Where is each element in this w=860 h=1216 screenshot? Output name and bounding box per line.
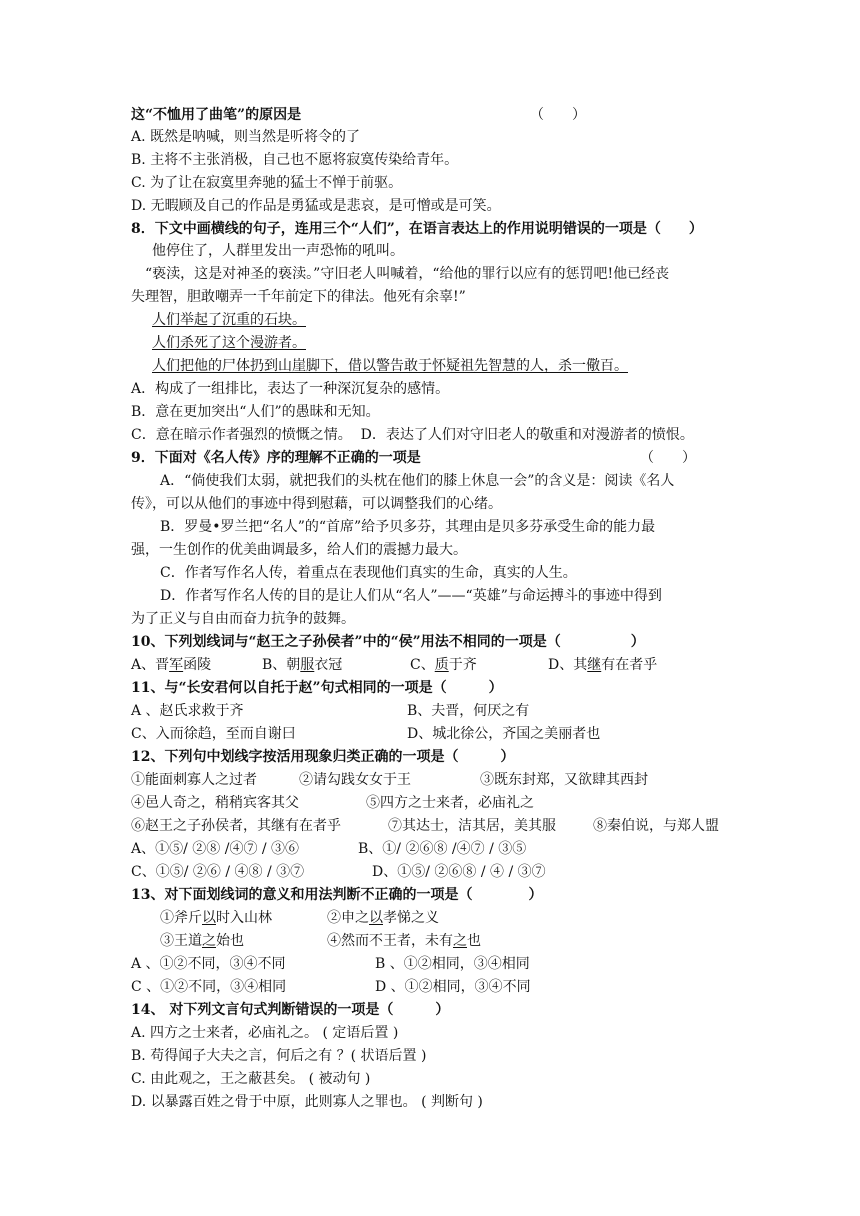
q12-sentence-1: ①能面刺寡人之过者 xyxy=(131,772,257,788)
q9-option-a-line-2: 传》，可以从他们的事迹中得到慰藉，可以调整我们的心绪。 xyxy=(131,496,502,512)
q12-sentence-4: ④邑人奇之，稍稍宾客其父 xyxy=(131,795,299,811)
q8-option-cd: C．意在暗示作者强烈的愤慨之情。 D．表达了人们对守旧老人的敬重和对漫游者的愤恨。 xyxy=(131,427,694,443)
q13-sentence-1: ①斧斤以时入山林 xyxy=(160,910,272,926)
q7-answer-paren: （ ） xyxy=(530,107,586,123)
q8-passage-line-3: 失理智，胆敢嘲弄一千年前定下的律法。他死有余辜!” xyxy=(131,289,466,305)
q10-stem: 10、下列划线词与“赵王之子孙侯者”中的“侯”用法不相同的一项是（ ） xyxy=(131,634,645,650)
q11-stem: 11、与“长安君何以自托于赵”句式相同的一项是（ ） xyxy=(131,680,503,696)
q9-stem: 9．下面对《名人传》序的理解不正确的一项是 xyxy=(131,450,421,466)
q8-passage-line-1: 他停住了，人群里发出一声恐怖的吼叫。 xyxy=(152,243,404,259)
q12-option-b: B、①/ ②⑥⑧ /④⑦ / ③⑤ xyxy=(358,841,527,857)
q8-underlined-sentence-3: 人们把他的尸体扔到山崖脚下，借以警告敢于怀疑祖先智慧的人，杀一儆百。 xyxy=(152,358,628,374)
q14-option-c: C. 由此观之，王之蔽甚矣。 ( 被动句 ) xyxy=(131,1071,371,1087)
q10-option-c: C、质于齐 xyxy=(410,657,477,673)
q10-option-b: B、朝服衣冠 xyxy=(262,657,343,673)
q13-sentence-2: ②申之以孝悌之义 xyxy=(327,910,439,926)
q9-option-b-line-1: B．罗曼•罗兰把“名人”的“首席”给予贝多芬，其理由是贝多芬承受生命的能力最 xyxy=(160,519,656,535)
q8-option-a: A．构成了一组排比，表达了一种深沉复杂的感情。 xyxy=(131,381,450,397)
q14-option-a: A. 四方之士来者，必庙礼之。 ( 定语后置 ) xyxy=(131,1025,399,1041)
q8-option-b: B．意在更加突出“人们”的愚昧和无知。 xyxy=(131,404,380,420)
q13-sentence-4: ④然而不王者，未有之也 xyxy=(327,933,481,949)
q11-option-b: B、夫晋，何厌之有 xyxy=(407,703,530,719)
q13-sentence-3: ③王道之始也 xyxy=(160,933,244,949)
q12-stem: 12、下列句中划线字按活用现象归类正确的一项是（ ） xyxy=(131,749,515,765)
q7-option-d: D. 无暇顾及自己的作品是勇猛或是悲哀，是可憎或是可笑。 xyxy=(131,198,501,214)
q8-underlined-sentence-1: 人们举起了沉重的石块。 xyxy=(152,312,306,328)
q7-stem: 这“不恤用了曲笔”的原因是 xyxy=(131,107,302,123)
q10-option-d: D、其继有在者乎 xyxy=(548,657,658,673)
q13-option-b: B 、①②相同，③④相同 xyxy=(375,956,530,972)
q9-answer-paren: （ ） xyxy=(640,450,696,466)
q14-option-d: D. 以暴露百姓之骨于中原，此则寡人之罪也。 ( 判断句 ) xyxy=(131,1094,483,1110)
q13-stem: 13、对下面划线词的意义和用法判断不正确的一项是（ ） xyxy=(131,887,543,903)
q11-option-a: A 、赵氏求救于齐 xyxy=(131,703,244,719)
q14-stem: 14、 对下列文言句式判断错误的一项是（ ） xyxy=(131,1002,450,1018)
q12-option-a: A、①⑤/ ②⑧ /④⑦ / ③⑥ xyxy=(131,841,300,857)
q9-option-a-line-1: A．“倘使我们太弱，就把我们的头枕在他们的膝上休息一会”的含义是：阅读《名人 xyxy=(160,473,675,489)
q8-stem: 8．下文中画横线的句子，连用三个“人们”，在语言表达上的作用说明错误的一项是（ ） xyxy=(131,221,703,237)
q10-option-a: A、晋军函陵 xyxy=(131,657,212,673)
q7-option-b: B. 主将不主张消极，自己也不愿将寂寞传染给青年。 xyxy=(131,152,459,168)
q8-passage-line-2: “亵渎，这是对神圣的亵渎。”守旧老人叫喊着，“给他的罪行以应有的惩罚吧!他已经丧 xyxy=(145,266,670,282)
q12-option-c: C、①⑤/ ②⑥ / ④⑧ / ③⑦ xyxy=(131,864,305,880)
q12-sentence-2: ②请勾践女女于王 xyxy=(299,772,411,788)
q9-option-c: C．作者写作名人传，着重点在表现他们真实的生命，真实的人生。 xyxy=(160,565,577,581)
q13-option-c: C 、①②不同，③④相同 xyxy=(131,979,287,995)
q12-sentence-5: ⑤四方之士来者，必庙礼之 xyxy=(366,795,534,811)
q8-underlined-sentence-2: 人们杀死了这个漫游者。 xyxy=(152,335,306,351)
q9-option-d-line-1: D．作者写作名人传的目的是让人们从“名人”——“英雄”与命运搏斗的事迹中得到 xyxy=(160,588,662,604)
q12-option-d: D、①⑤/ ②⑥⑧ / ④ / ③⑦ xyxy=(372,864,546,880)
q13-option-a: A 、①②不同，③④不同 xyxy=(131,956,286,972)
q7-option-a: A. 既然是呐喊，则当然是听将令的了 xyxy=(131,129,361,145)
q9-option-d-line-2: 为了正义与自由而奋力抗争的鼓舞。 xyxy=(131,611,355,627)
q12-sentence-8: ⑧秦伯说，与郑人盟 xyxy=(593,818,719,834)
q9-option-b-line-2: 强，一生创作的优美曲调最多，给人们的震撼力最大。 xyxy=(131,542,467,558)
q12-sentence-7: ⑦其达士，洁其居，美其服 xyxy=(388,818,556,834)
q13-option-d: D 、①②相同，③④不同 xyxy=(375,979,531,995)
q11-option-d: D、城北徐公，齐国之美丽者也 xyxy=(407,726,601,742)
q11-option-c: C、入而徐趋，至而自谢曰 xyxy=(131,726,296,742)
q12-sentence-3: ③既东封郑，又欲肆其西封 xyxy=(480,772,648,788)
q14-option-b: B. 苟得闻子大夫之言，何后之有 ？( 状语后置 ) xyxy=(131,1048,427,1064)
q12-sentence-6: ⑥赵王之子孙侯者，其继有在者乎 xyxy=(131,818,341,834)
q7-option-c: C. 为了让在寂寞里奔驰的猛士不惮于前驱。 xyxy=(131,175,403,191)
